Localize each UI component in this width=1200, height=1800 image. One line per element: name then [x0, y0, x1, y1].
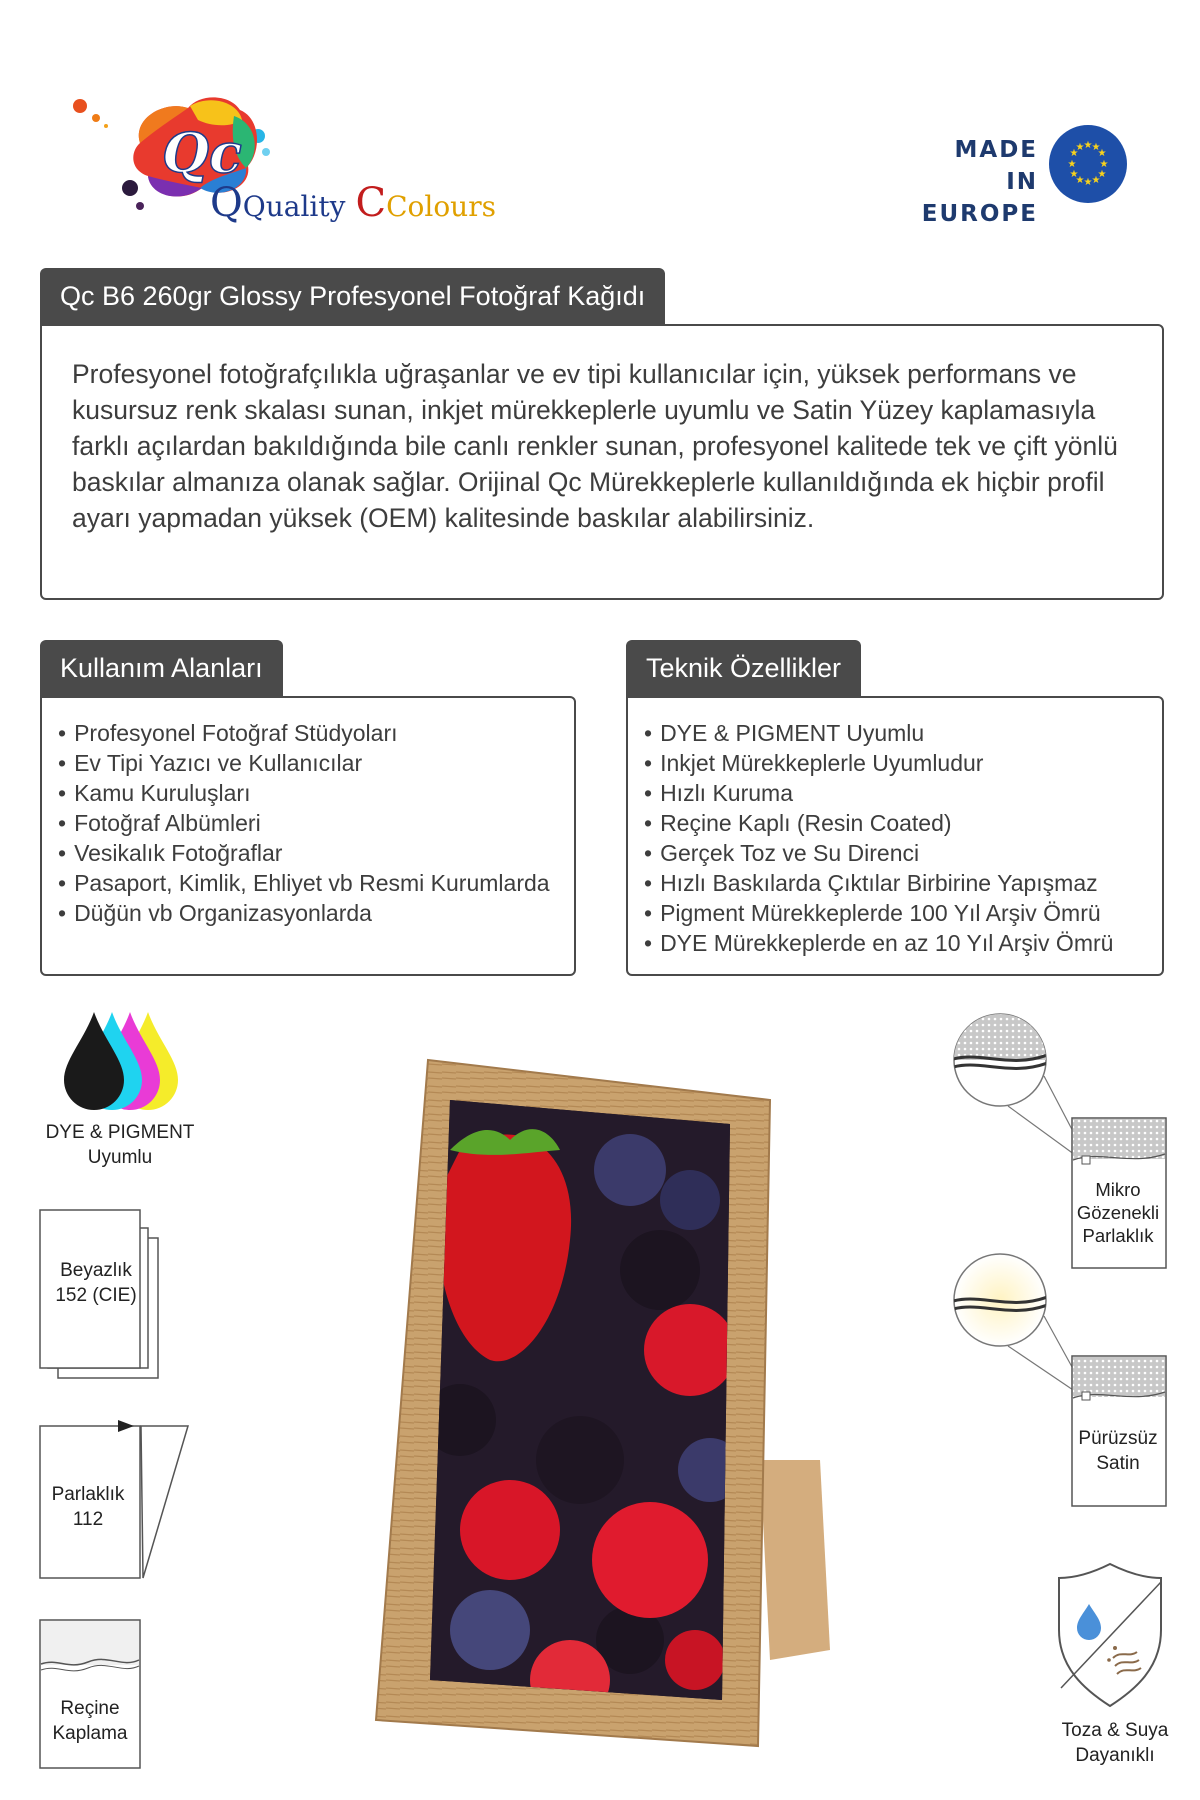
svg-text:★: ★	[1097, 148, 1107, 159]
photo-frame-image	[330, 1040, 850, 1760]
ink-label	[40, 1120, 200, 1170]
feature-micro-porous	[950, 1010, 1170, 1270]
satin-label	[1068, 1426, 1168, 1476]
feature-resin-coating	[38, 1618, 142, 1770]
brand-initial-c: C	[355, 180, 387, 226]
svg-text:Qc: Qc	[162, 121, 242, 185]
made-in-europe-badge	[920, 124, 1130, 227]
usage-list	[58, 718, 558, 928]
gloss-label-line1: Parlaklık	[51, 1484, 125, 1505]
usage-item: • Pasaport, Kimlik, Ehliyet vb Resmi Kurumlarda	[58, 868, 558, 898]
micro-label-line2: Gözenekli	[1076, 1202, 1160, 1223]
made-in-line1: MADE IN	[954, 137, 1038, 195]
eu-flag-icon	[1048, 124, 1128, 204]
svg-text:★: ★	[1083, 177, 1093, 188]
product-description-panel	[40, 324, 1164, 600]
resistance-label	[1040, 1718, 1190, 1768]
micro-label	[1068, 1178, 1168, 1247]
svg-text:★: ★	[1097, 169, 1107, 180]
technical-item: • Reçine Kaplı (Resin Coated)	[644, 808, 1146, 838]
resistance-label-line2: Dayanıklı	[1075, 1745, 1155, 1766]
satin-label-line2: Satin	[1096, 1453, 1140, 1474]
satin-label-line1: Pürüzsüz	[1078, 1428, 1158, 1449]
usage-panel	[40, 696, 576, 976]
micro-label-line3: Parlaklık	[1082, 1225, 1154, 1246]
svg-text:★: ★	[1099, 159, 1109, 170]
resin-label-line2: Kaplama	[52, 1723, 128, 1744]
made-in-text	[920, 134, 1038, 230]
feature-whiteness	[38, 1208, 168, 1384]
brand-name	[210, 180, 496, 226]
whiteness-label-line2: 152 (CIE)	[55, 1285, 137, 1306]
brand-logo	[70, 88, 496, 238]
usage-item: • Düğün vb Organizasyonlarda	[58, 898, 558, 928]
technical-list	[644, 718, 1146, 958]
resin-layer-icon	[38, 1618, 142, 1770]
ink-drops-icon	[50, 1010, 190, 1110]
svg-text:★: ★	[1083, 140, 1093, 151]
svg-text:★: ★	[1075, 142, 1085, 153]
technical-item: • Hızlı Baskılarda Çıktılar Birbirine Yapışmaz	[644, 868, 1146, 898]
usage-item: • Fotoğraf Albümleri	[58, 808, 558, 838]
usage-item: • Vesikalık Fotoğraflar	[58, 838, 558, 868]
feature-ink-compatibility	[45, 1010, 195, 1180]
resin-label	[38, 1696, 142, 1746]
gloss-label	[38, 1482, 138, 1532]
product-title-tab	[40, 268, 665, 324]
feature-dust-water-resistance	[1040, 1560, 1190, 1770]
whiteness-label-line1: Beyazlık	[60, 1260, 132, 1281]
technical-panel	[626, 696, 1164, 976]
resin-label-line1: Reçine	[60, 1698, 120, 1719]
feature-smooth-satin	[950, 1250, 1170, 1510]
technical-item: • Hızlı Kuruma	[644, 778, 1146, 808]
usage-item: • Profesyonel Fotoğraf Stüdyoları	[58, 718, 558, 748]
svg-text:★: ★	[1075, 175, 1085, 186]
svg-text:★: ★	[1069, 169, 1079, 180]
feature-gloss	[38, 1420, 190, 1580]
technical-tab	[626, 640, 861, 696]
brand-initial-q: Q	[210, 180, 243, 226]
dust-water-shield-icon	[1055, 1560, 1165, 1710]
technical-item: • Inkjet Mürekkeplerle Uyumludur	[644, 748, 1146, 778]
gloss-label-line2: 112	[72, 1509, 104, 1530]
technical-item: • DYE Mürekkeplerde en az 10 Yıl Arşiv Ömrü	[644, 928, 1146, 958]
framed-berries-photo	[330, 1040, 850, 1760]
ink-label-line2: Uyumlu	[87, 1147, 153, 1168]
technical-item: • DYE & PIGMENT Uyumlu	[644, 718, 1146, 748]
ink-label-line1: DYE & PIGMENT	[45, 1122, 195, 1143]
technical-title: Teknik Özellikler	[646, 653, 842, 683]
usage-title: Kullanım Alanları	[60, 653, 263, 683]
svg-text:★: ★	[1069, 148, 1079, 159]
svg-text:★: ★	[1067, 159, 1077, 170]
made-in-line2: EUROPE	[921, 201, 1038, 227]
whiteness-label	[46, 1258, 146, 1308]
product-description: Profesyonel fotoğrafçılıkla uğraşanlar ve ev tipi kullanıcılar için, yüksek performans ve kusursuz renk skalası sunan, inkjet mürekkeplerle uyumlu ve Satin Yüzey kaplamasıyla farklı açılardan bakıldığında bile canlı renkler sunan, profesyonel kalitede tek ve çift yönlü baskılar almanıza olanak sağlar. Orijinal Qc Mürekkeplerle kullanıldığında ek hiçbir profil ayarı yapmadan yüksek (OEM) kalitesinde baskılar alabilirsiniz.	[72, 359, 1118, 533]
micro-label-line1: Mikro	[1095, 1179, 1141, 1200]
usage-tab	[40, 640, 283, 696]
technical-item: • Gerçek Toz ve Su Direnci	[644, 838, 1146, 868]
usage-item: • Ev Tipi Yazıcı ve Kullanıcılar	[58, 748, 558, 778]
resistance-label-line1: Toza & Suya	[1061, 1720, 1169, 1741]
brand-word-quality: Quality	[242, 190, 346, 223]
svg-text:★: ★	[1091, 175, 1101, 186]
product-title: Qc B6 260gr Glossy Profesyonel Fotoğraf Kağıdı	[60, 281, 646, 311]
technical-item: • Pigment Mürekkeplerde 100 Yıl Arşiv Ömrü	[644, 898, 1146, 928]
brand-word-colours: Colours	[386, 190, 496, 223]
svg-text:★: ★	[1091, 142, 1101, 153]
usage-item: • Kamu Kuruluşları	[58, 778, 558, 808]
